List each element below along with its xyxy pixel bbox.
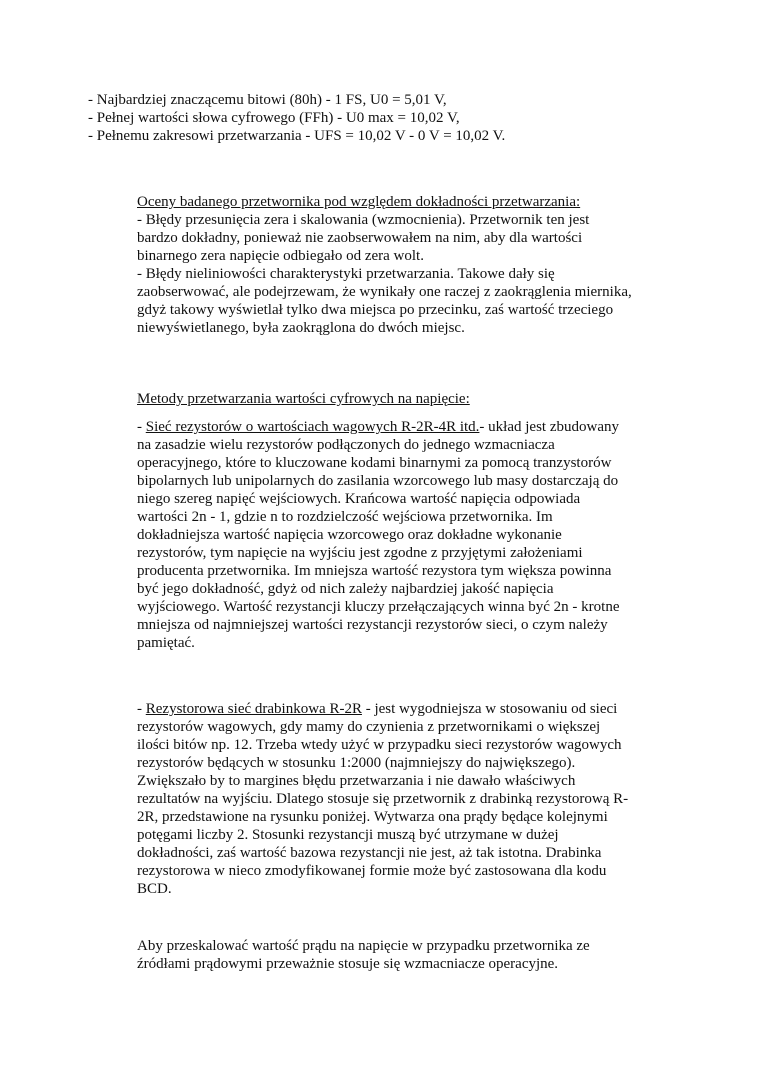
weighted-resistor-section bbox=[137, 418, 632, 652]
term-ladder-network: Rezystorowa sieć drabinkowa R-2R bbox=[145, 701, 362, 717]
methods-heading: Metody przetwarzania wartości cyfrowych na napięcie: bbox=[137, 391, 470, 407]
accuracy-section bbox=[137, 193, 632, 337]
list-item: - Pełnemu zakresowi przetwarzania - UFS = 10,02 V - 0 V = 10,02 V. bbox=[88, 128, 506, 144]
list-item: - Pełnej wartości słowa cyfrowego (FFh) - U0 max = 10,02 V, bbox=[88, 110, 460, 126]
paragraph-current-scaling: Aby przeskalować wartość prądu na napięcie w przypadku przetwornika ze źródłami prądowymi przeważnie stosuje się wzmacniacze operacyjne. bbox=[137, 938, 590, 972]
paragraph-ladder-network: - Rezystorowa sieć drabinkowa R-2R - jest wygodniejsza w stosowaniu od sieci rezystorów wagowych, gdy mamy do czynienia z przetwornikami o większej ilości bitów np. 12. Trzeba wtedy użyć w przypadku sieci rezystorów wagowych rezystorów będących w stosunku 1:2000 (najmniejszy do największego). Zwiększało by to margines błędu przetwarzania i nie dawało właściwych rezultatów na wyjściu. Dlatego stosuje się przetwornik z drabinką rezystorową R-2R, przedstawione na rysunku poniżej. Wytwarza ona prądy będące kolejnymi potęgami liczby 2. Stosunki rezystancji muszą być utrzymane w dużej dokładności, zaś wartość bazowa rezystancji nie jest, aż tak istotna. Drabinka rezystorowa w nieco zmodyfikowanej formie może być zastosowana dla kodu BCD. bbox=[137, 701, 629, 897]
intro-list bbox=[88, 91, 728, 145]
term-weighted-network: Sieć rezystorów o wartościach wagowych R-2R-4R itd. bbox=[145, 419, 480, 435]
list-item: - Najbardziej znaczącemu bitowi (80h) - 1 FS, U0 = 5,01 V, bbox=[88, 92, 447, 108]
methods-section bbox=[137, 390, 632, 408]
paragraph-weighted-network: - Sieć rezystorów o wartościach wagowych R-2R-4R itd.- układ jest zbudowany na zasadzie wielu rezystorów podłączonych do jednego wzmacniacza operacyjnego, które to kluczowane kodami binarnymi za pomocą tranzystorów bipolarnych lub unipolarnych do zasilania wzorcowego lub masy dostarczają do niego szereg napięć wejściowych. Krańcowa wartość napięcia odpowiada wartości 2n - 1, gdzie n to rozdzielczość wejściowa przetwornika. Im dokładniejsza wartość napięcia wzorcowego oraz dokładne wykonanie rezystorów, tym napięcie na wyjściu jest zgodne z przyjętymi założeniami producenta przetwornika. Im mniejsza wartość rezystora tym większa powinna być jego dokładność, gdyż od nich zależy najbardziej jakość napięcia wyjściowego. Wartość rezystancji kluczy przełączających winna być 2n - krotne mniejsza od najmniejszej wartości rezystancji rezystorów sieci, o czym należy pamiętać. bbox=[137, 419, 620, 651]
ladder-section bbox=[137, 700, 632, 898]
accuracy-heading: Oceny badanego przetwornika pod względem dokładności przetwarzania: bbox=[137, 194, 581, 210]
paragraph-nonlinearity-errors: - Błędy nieliniowości charakterystyki przetwarzania. Takowe dały się zaobserwować, ale podejrzewam, że wynikały one raczej z zaokrąglenia miernika, gdyż takowy wyświetlał tylko dwa miejsca po przecinku, zaś wartość trzeciego niewyświetlanego, była zaokrąglona do dwóch miejsc. bbox=[137, 266, 632, 336]
paragraph-offset-errors: - Błędy przesunięcia zera i skalowania (wzmocnienia). Przetwornik ten jest bardzo dokładny, ponieważ nie zaobserwowałem na nim, aby dla wartości binarnego zera napięcie odbiegało od zera wolt. bbox=[137, 212, 590, 264]
current-scaling-section bbox=[137, 937, 632, 973]
